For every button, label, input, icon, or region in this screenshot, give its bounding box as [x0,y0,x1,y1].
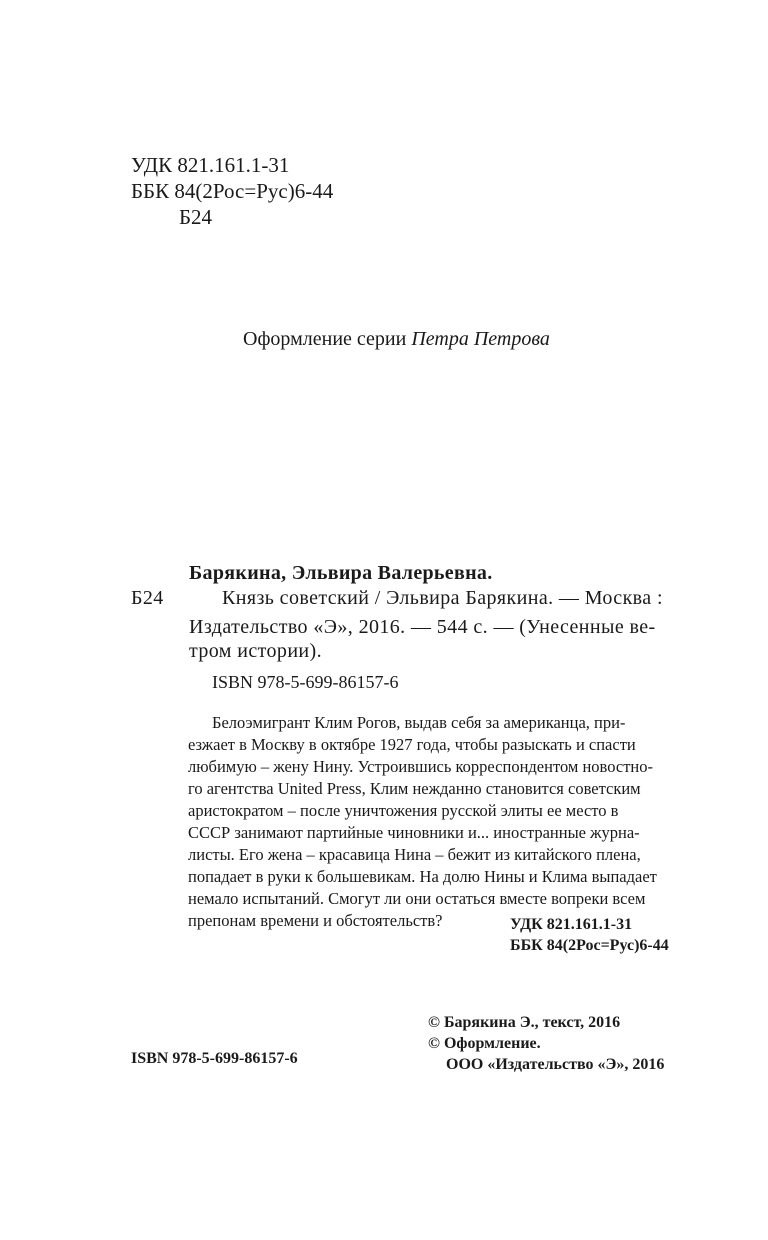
copyright-design: © Оформление. [428,1035,541,1052]
annotation-line: го агентства United Press, Клим нежданно становится советским [188,779,641,798]
bib-isbn: ISBN 978-5-699-86157-6 [212,672,399,692]
series-designer-name: Петра Петрова [411,328,550,350]
bib-author-mark: Б24 [131,587,164,609]
annotation-line: Белоэмигрант Клим Рогов, выдав себя за американца, при- [212,713,626,732]
annotation-line: попадает в руки к большевикам. На долю Нины и Клима выпадает [188,867,657,886]
footer-bbk: ББК 84(2Рос=Рус)6-44 [510,937,669,954]
author-mark: Б24 [179,205,213,229]
bbk-code: ББК 84(2Рос=Рус)6-44 [131,179,334,203]
copyright-text: © Барякина Э., текст, 2016 [428,1014,621,1031]
author-heading: Барякина, Эльвира Валерьевна. [189,562,493,584]
udk-code: УДК 821.161.1-31 [131,153,290,177]
footer-udk: УДК 821.161.1-31 [510,916,633,933]
copyright-publisher: ООО «Издательство «Э», 2016 [446,1056,665,1073]
annotation-line: СССР занимают партийные чиновники и... иностранные журна- [188,823,640,842]
annotation-line: аристократом – после уничтожения русской элиты ее место в [188,801,619,820]
annotation-line: листы. Его жена – красавица Нина – бежит из китайского плена, [188,845,641,864]
annotation-line: немало испытаний. Смогут ли они остаться вместе вопреки всем [188,889,646,908]
annotation [188,712,657,932]
bib-line-2: Издательство «Э», 2016. — 544 с. — (Унесенные ве- [189,616,656,638]
series-design-credit [243,328,550,351]
isbn-bottom: ISBN 978-5-699-86157-6 [131,1050,298,1067]
annotation-line: любимую – жену Нину. Устроившись корреспондентом новостно- [188,757,653,776]
series-design-prefix: Оформление серии [243,328,407,350]
bib-line-1: Князь советский / Эльвира Барякина. — Москва : [222,587,663,609]
bib-line-3: тром истории). [189,640,322,662]
annotation-line: препонам времени и обстоятельств? [188,911,443,930]
annotation-line: езжает в Москву в октябре 1927 года, чтобы разыскать и спасти [188,735,636,754]
